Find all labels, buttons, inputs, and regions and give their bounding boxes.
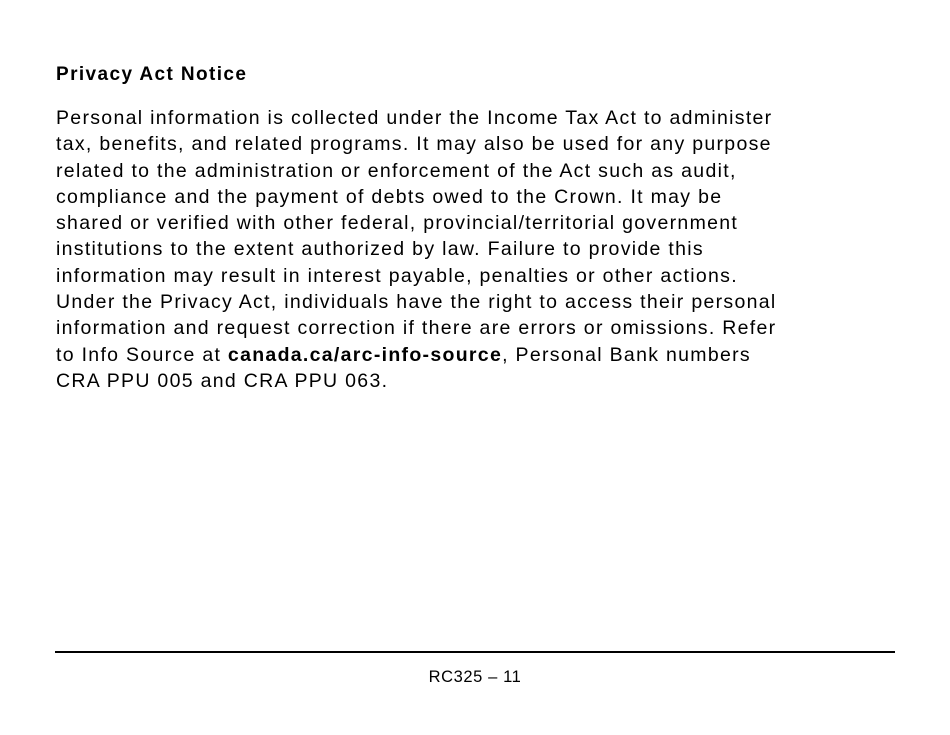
body-line-8: Under the Privacy Act, individuals have the right to access their personal bbox=[56, 291, 777, 314]
body-line-3: related to the administration or enforcement of the Act such as audit, bbox=[56, 159, 737, 182]
body-line-1: Personal information is collected under the Income Tax Act to administer bbox=[56, 107, 773, 129]
body-line-9: information and request correction if there are errors or omissions. Refer bbox=[56, 317, 777, 340]
body-line-11: CRA PPU 005 and CRA PPU 063. bbox=[56, 369, 389, 392]
body-line-4: compliance and the payment of debts owed to the Crown. It may be bbox=[56, 185, 723, 208]
body-line-5: shared or verified with other federal, provincial/territorial government bbox=[56, 212, 739, 235]
privacy-notice-heading: Privacy Act Notice bbox=[56, 64, 248, 85]
page-number: RC325 – 11 bbox=[428, 668, 522, 686]
privacy-notice-body bbox=[56, 105, 916, 394]
body-line-2: tax, benefits, and related programs. It may also be used for any purpose bbox=[56, 133, 772, 156]
footer-divider bbox=[55, 651, 895, 653]
body-line-10 bbox=[56, 342, 916, 368]
info-source-suffix: , Personal Bank numbers bbox=[502, 343, 751, 366]
body-line-7: information may result in interest payable, penalties or other actions. bbox=[56, 264, 738, 287]
info-source-prefix: to Info Source at bbox=[56, 343, 228, 366]
info-source-link[interactable]: canada.ca/arc-info-source bbox=[227, 343, 503, 366]
body-line-6: institutions to the extent authorized by law. Failure to provide this bbox=[56, 238, 704, 261]
